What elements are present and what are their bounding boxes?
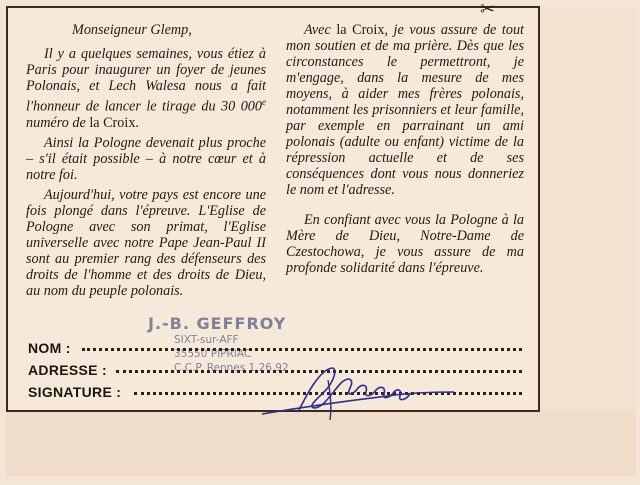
handwritten-signature [258,362,458,426]
paragraph-1: Il y a quelques semaines, vous étiez à Paris pour inaugurer un foyer de jeunes Polonais, et Lech Walesa nous a fait l'honneur de lancer le tirage du 30 000e numéro de la Croix. [26,46,266,131]
letter-column-left [26,22,266,303]
stamp-line-2: 35550 PIPRIAC [174,348,252,360]
adresse-label: ADRESSE : [28,362,107,378]
paragraph-3: Aujourd'hui, votre pays est encore une fois plongé dans l'épreuve. L'Eglise de Pologne avec son primat, l'Eglise universelle avec notre Pape Jean-Paul II sont au premier rang des défenseurs des droits de l'homme et des droits de Dieu, au nom du peuple polonais. [26,186,266,299]
newspaper-margin [540,6,636,476]
scissors-icon: ✂ [480,0,496,19]
stamp-line-3: C.C.P. Rennes 1.26.92 [174,362,289,374]
letter-column-right [286,22,524,280]
paragraph-5: En confiant avec vous la Pologne à la Mère de Dieu, Notre-Dame de Czestochowa, je vous assure de ma profonde solidarité dans l'épreuve. [286,212,524,276]
nom-field[interactable] [82,344,522,351]
stamp-line-1: SIXT-sur-AFF [174,334,239,346]
nom-label: NOM : [28,340,71,356]
salutation: Monseigneur Glemp, [72,22,192,38]
paragraph-2: Ainsi la Pologne devenait plus proche – s'il était possible – à notre cœur et à notre foi. [26,134,266,183]
paragraph-4: Avec la Croix, je vous assure de tout mon soutien et de ma prière. Dès que les circonstances le permettront, je m'engage, dans la mesure de mes moyens, à aider mes frères polonais, notamment les prisonniers et leur famille, par exemple en parrainant un ami polonais (adulte ou enfant) victime de la répression actuelle et de ses conséquences dont vous nous donneriez le nom et l'adresse. [286,22,524,198]
stamp-name: J.-B. GEFFROY [148,314,287,333]
signature-label: SIGNATURE : [28,384,122,400]
